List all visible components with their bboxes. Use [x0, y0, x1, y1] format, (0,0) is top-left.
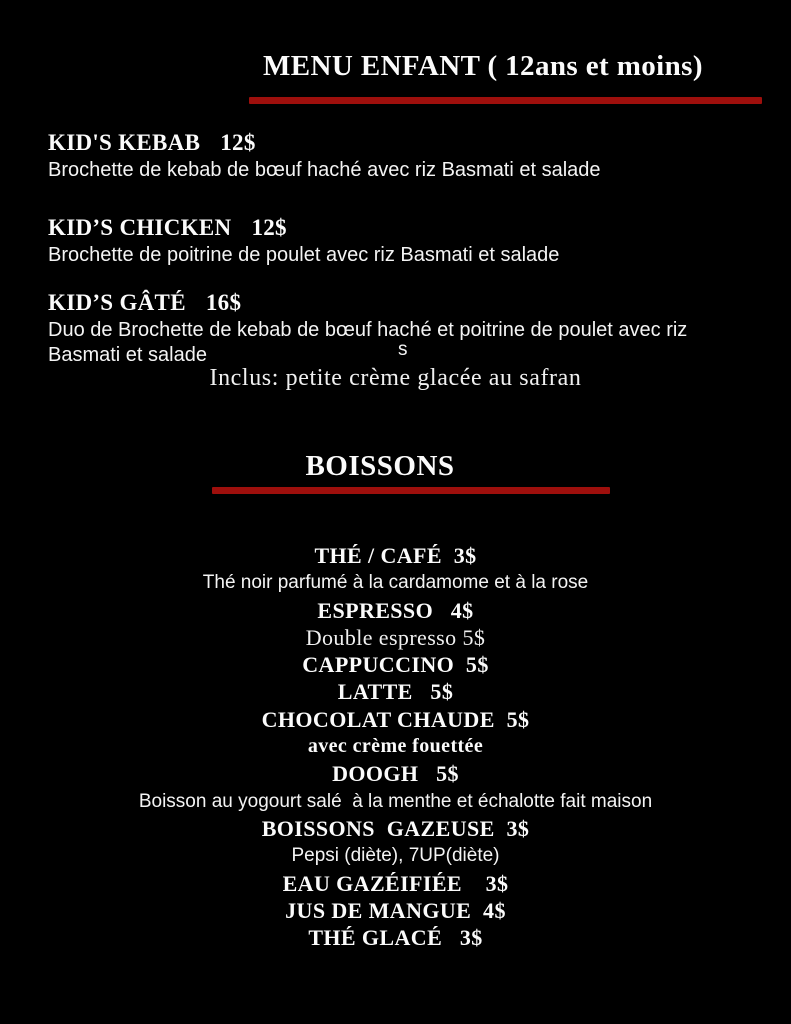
menu-item-description: Brochette de poitrine de poulet avec riz Basmati et salade	[48, 244, 560, 266]
drink-item-chocolat-chaud: CHOCOLAT CHAUDE 5$	[261, 706, 530, 732]
menu-item-price: 16$	[205, 290, 242, 315]
drink-description: Pepsi (diète), 7UP(diète)	[291, 845, 500, 867]
drink-item-latte: LATTE 5$	[337, 679, 454, 705]
drink-item-jus-de-mangue: JUS DE MANGUE 4$	[285, 897, 506, 923]
menu-item-kids-kebab	[48, 130, 256, 156]
drink-item-espresso: ESPRESSO 4$	[317, 597, 474, 623]
boissons-title-underline	[212, 487, 610, 494]
menu-enfant-title: MENU ENFANT ( 12ans et moins)	[263, 50, 703, 82]
drink-item-boissons-gazeuse: BOISSONS GAZEUSE 3$	[261, 815, 530, 841]
drink-item-eau-gazeifiee: EAU GAZÉIFIÉE 3$	[282, 870, 509, 896]
menu-item-name: KID’S CHICKEN	[48, 215, 232, 240]
menu-item-kids-gate	[48, 290, 241, 316]
drink-description: Double espresso 5$	[305, 624, 486, 650]
drink-description: Boisson au yogourt salé à la menthe et échalotte fait maison	[138, 790, 653, 812]
menu-item-price: 12$	[220, 130, 256, 155]
drink-item-cappuccino: CAPPUCCINO 5$	[302, 652, 489, 678]
drink-item-doogh: DOOGH 5$	[332, 761, 459, 787]
boissons-section-title: BOISSONS	[305, 450, 455, 482]
drink-description: avec crème fouettée	[307, 735, 484, 758]
drink-item-the-glace: THÉ GLACÉ 3$	[308, 925, 483, 951]
menu-item-name: KID’S GÂTÉ	[48, 290, 186, 315]
drink-item-the-cafe: THÉ / CAFÉ 3$	[314, 543, 477, 568]
menu-item-price: 12$	[251, 215, 287, 240]
menu-item-kids-chicken	[48, 215, 287, 241]
included-dessert-note: Inclus: petite crème glacée au safran	[209, 365, 582, 391]
stray-character: s	[398, 339, 408, 360]
menu-item-description: Brochette de kebab de bœuf haché avec riz Basmati et salade	[48, 159, 601, 181]
drink-description: Thé noir parfumé à la cardamome et à la rose	[202, 572, 589, 594]
menu-item-description: Duo de Brochette de kebab de bœuf haché et poitrine de poulet avec riz Basmati et salade	[48, 319, 688, 366]
menu-item-name: KID'S KEBAB	[48, 130, 201, 155]
drinks-list	[0, 542, 791, 951]
menu-enfant-title-underline	[249, 97, 762, 104]
